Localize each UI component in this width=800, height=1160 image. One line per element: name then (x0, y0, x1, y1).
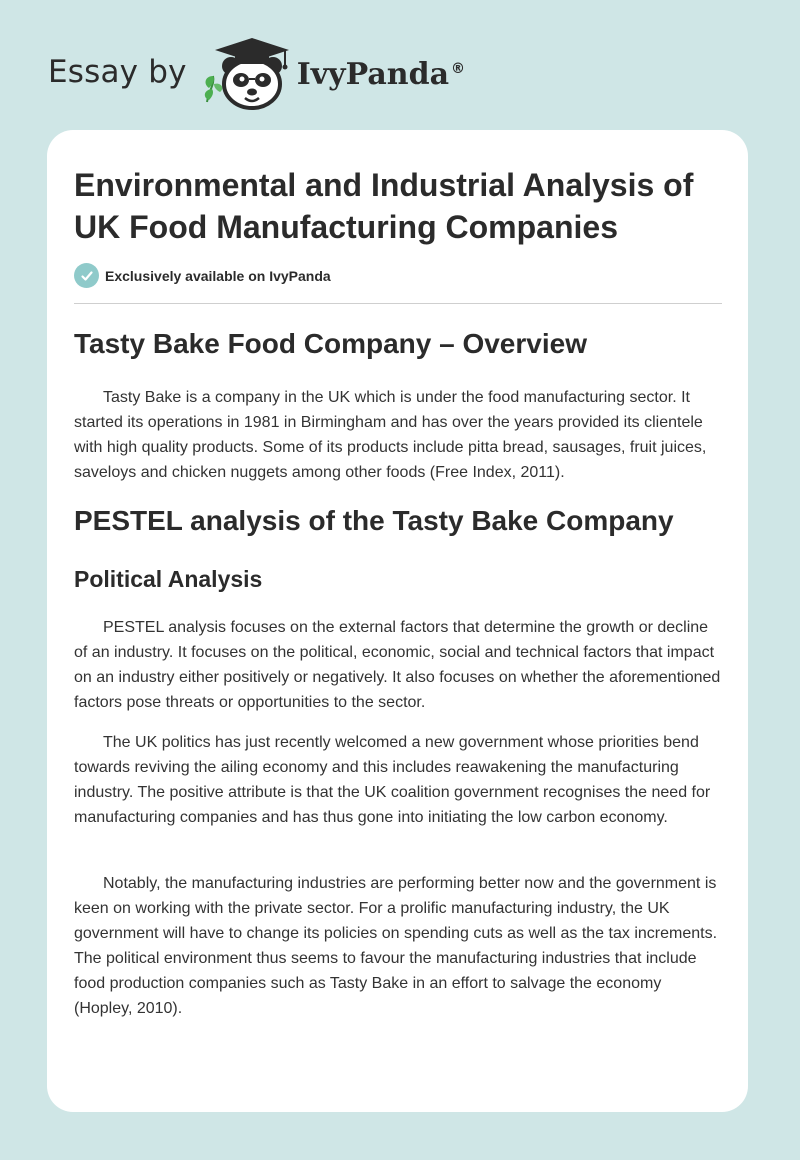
brand-name-text: IvyPanda (296, 56, 450, 92)
section-heading-pestel: PESTEL analysis of the Tasty Bake Company (74, 505, 674, 536)
essay-by-label: Essay by (48, 54, 187, 90)
panda-graduate-icon (201, 32, 293, 112)
registered-mark: ® (451, 60, 466, 77)
ivy-leaf-icon (205, 76, 222, 102)
subheading-political: Political Analysis (74, 566, 263, 592)
site-header (48, 32, 465, 112)
ivypanda-logo[interactable] (201, 32, 465, 112)
paragraph: PESTEL analysis focuses on the external factors that determine the growth or decline of an industry. It focuses on the political, economic, social and technical factors that impact on an industry either positively or negatively. It also focuses on whether the aforementioned factors pose threats or opportunities to the sector. (74, 619, 721, 711)
paragraph: Tasty Bake is a company in the UK which is under the food manufacturing sector. It started its operations in 1981 in Birmingham and has over the years provided its clientele with high quality products. Some of its products include pitta bread, sausages, fruit juices, saveloys and chicken nuggets among other foods (Free Index, 2011). (74, 389, 707, 481)
check-circle-icon (74, 263, 99, 288)
exclusive-label: Exclusively available on IvyPanda (105, 267, 331, 284)
paragraph: The UK politics has just recently welcomed a new government whose priorities bend towards reviving the ailing economy and this includes reawakening the manufacturing industry. The positive attribute is that the UK coalition government recognises the need for manufacturing companies and has thus gone into initiating the low carbon economy. (74, 734, 711, 826)
article-title: Environmental and Industrial Analysis of UK Food Manufacturing Companies (74, 167, 694, 245)
paragraph: Notably, the manufacturing industries are performing better now and the government is keen on working with the private sector. For a prolific manufacturing industry, the UK government will have to change its policies on spending cuts as well as the tax increments. The political environment thus seems to favour the manufacturing industries that include food production companies such as Tasty Bake in an effort to salvage the economy (Hopley, 2010). (74, 875, 718, 1017)
brand-name (297, 57, 465, 92)
section-heading-overview: Tasty Bake Food Company – Overview (74, 328, 587, 359)
divider (74, 303, 722, 304)
exclusive-badge (74, 263, 331, 288)
article-card (47, 130, 748, 1112)
